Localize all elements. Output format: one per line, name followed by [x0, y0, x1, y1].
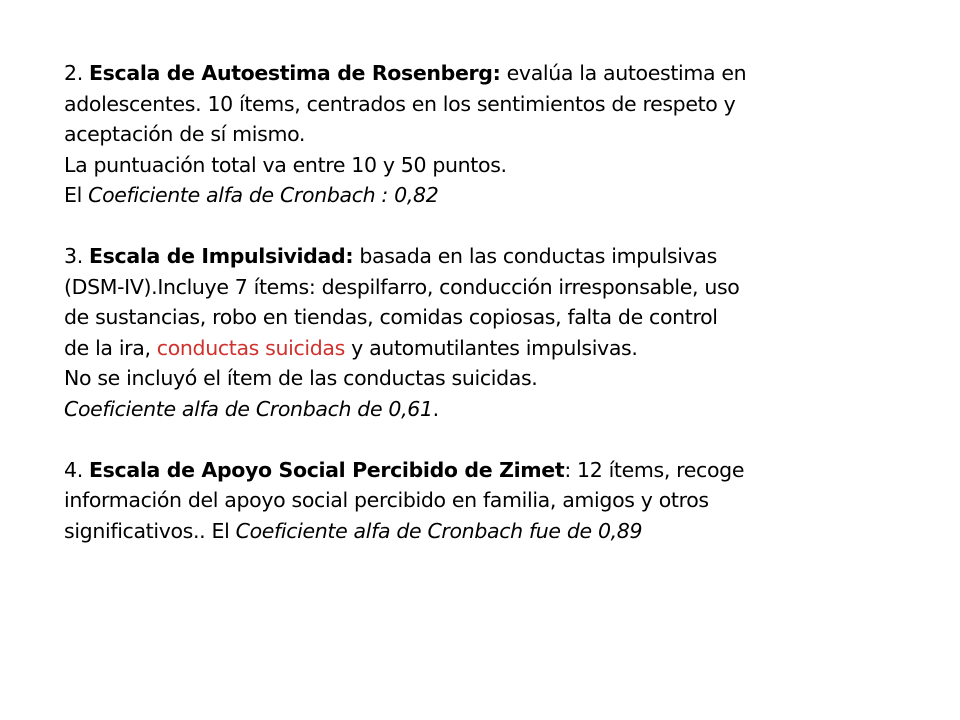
text-line: [64, 58, 924, 89]
text-run: basada en las conductas impulsivas: [353, 244, 717, 268]
text-line: [64, 455, 924, 486]
cronbach-alpha-text: Coeficiente alfa de Cronbach : 0,82: [88, 183, 439, 207]
text-run: No se incluyó el ítem de las conductas suicidas.: [64, 366, 538, 390]
text-line: [64, 150, 924, 181]
section-spacer: [64, 424, 924, 455]
text-line: [64, 241, 924, 272]
text-run: y automutilantes impulsivas.: [344, 335, 638, 360]
highlighted-text: conductas suicidas: [156, 335, 345, 360]
text-run: adolescentes. 10 ítems, centrados en los sentimientos de respeto y: [64, 91, 736, 116]
text-run: El: [64, 183, 89, 207]
text-run: (DSM-IV).Incluye 7 ítems: despilfarro, conducción irresponsable, uso: [64, 274, 740, 299]
text-line: [64, 119, 924, 150]
text-run: información del apoyo social percibido en familia, amigos y otros: [64, 488, 709, 512]
text-run: .: [432, 396, 439, 421]
text-run: de sustancias, robo en tiendas, comidas copiosas, falta de control: [64, 305, 718, 329]
text-run: 2.: [64, 61, 90, 85]
cronbach-alpha-text: Coeficiente alfa de Cronbach de 0,61: [64, 396, 433, 421]
text-line: [64, 333, 924, 364]
text-line: [64, 485, 924, 516]
zimet-scale-section: [64, 455, 924, 547]
text-run: significativos.. El: [64, 518, 236, 543]
scale-name: Escala de Autoestima de Rosenberg:: [89, 61, 501, 85]
text-line: [64, 516, 924, 547]
rosenberg-scale-section: [64, 58, 924, 211]
text-run: : 12 ítems, recoge: [564, 457, 745, 482]
scale-name: Escala de Impulsividad:: [89, 244, 354, 268]
text-line: [64, 180, 924, 211]
slide-body: [64, 58, 924, 546]
scale-name: Escala de Apoyo Social Percibido de Zimet: [89, 457, 565, 482]
text-line: [64, 302, 924, 333]
text-run: 3.: [64, 244, 90, 268]
text-line: [64, 363, 924, 394]
text-run: de la ira,: [64, 335, 157, 360]
text-line: [64, 89, 924, 120]
text-line: [64, 394, 924, 425]
text-line: [64, 272, 924, 303]
text-run: La puntuación total va entre 10 y 50 puntos.: [64, 152, 507, 177]
section-spacer: [64, 211, 924, 242]
cronbach-alpha-text: Coeficiente alfa de Cronbach fue de 0,89: [235, 518, 643, 543]
text-run: evalúa la autoestima en: [500, 61, 747, 85]
impulsivity-scale-section: [64, 241, 924, 424]
text-run: 4.: [64, 457, 90, 482]
text-run: aceptación de sí mismo.: [64, 122, 306, 146]
